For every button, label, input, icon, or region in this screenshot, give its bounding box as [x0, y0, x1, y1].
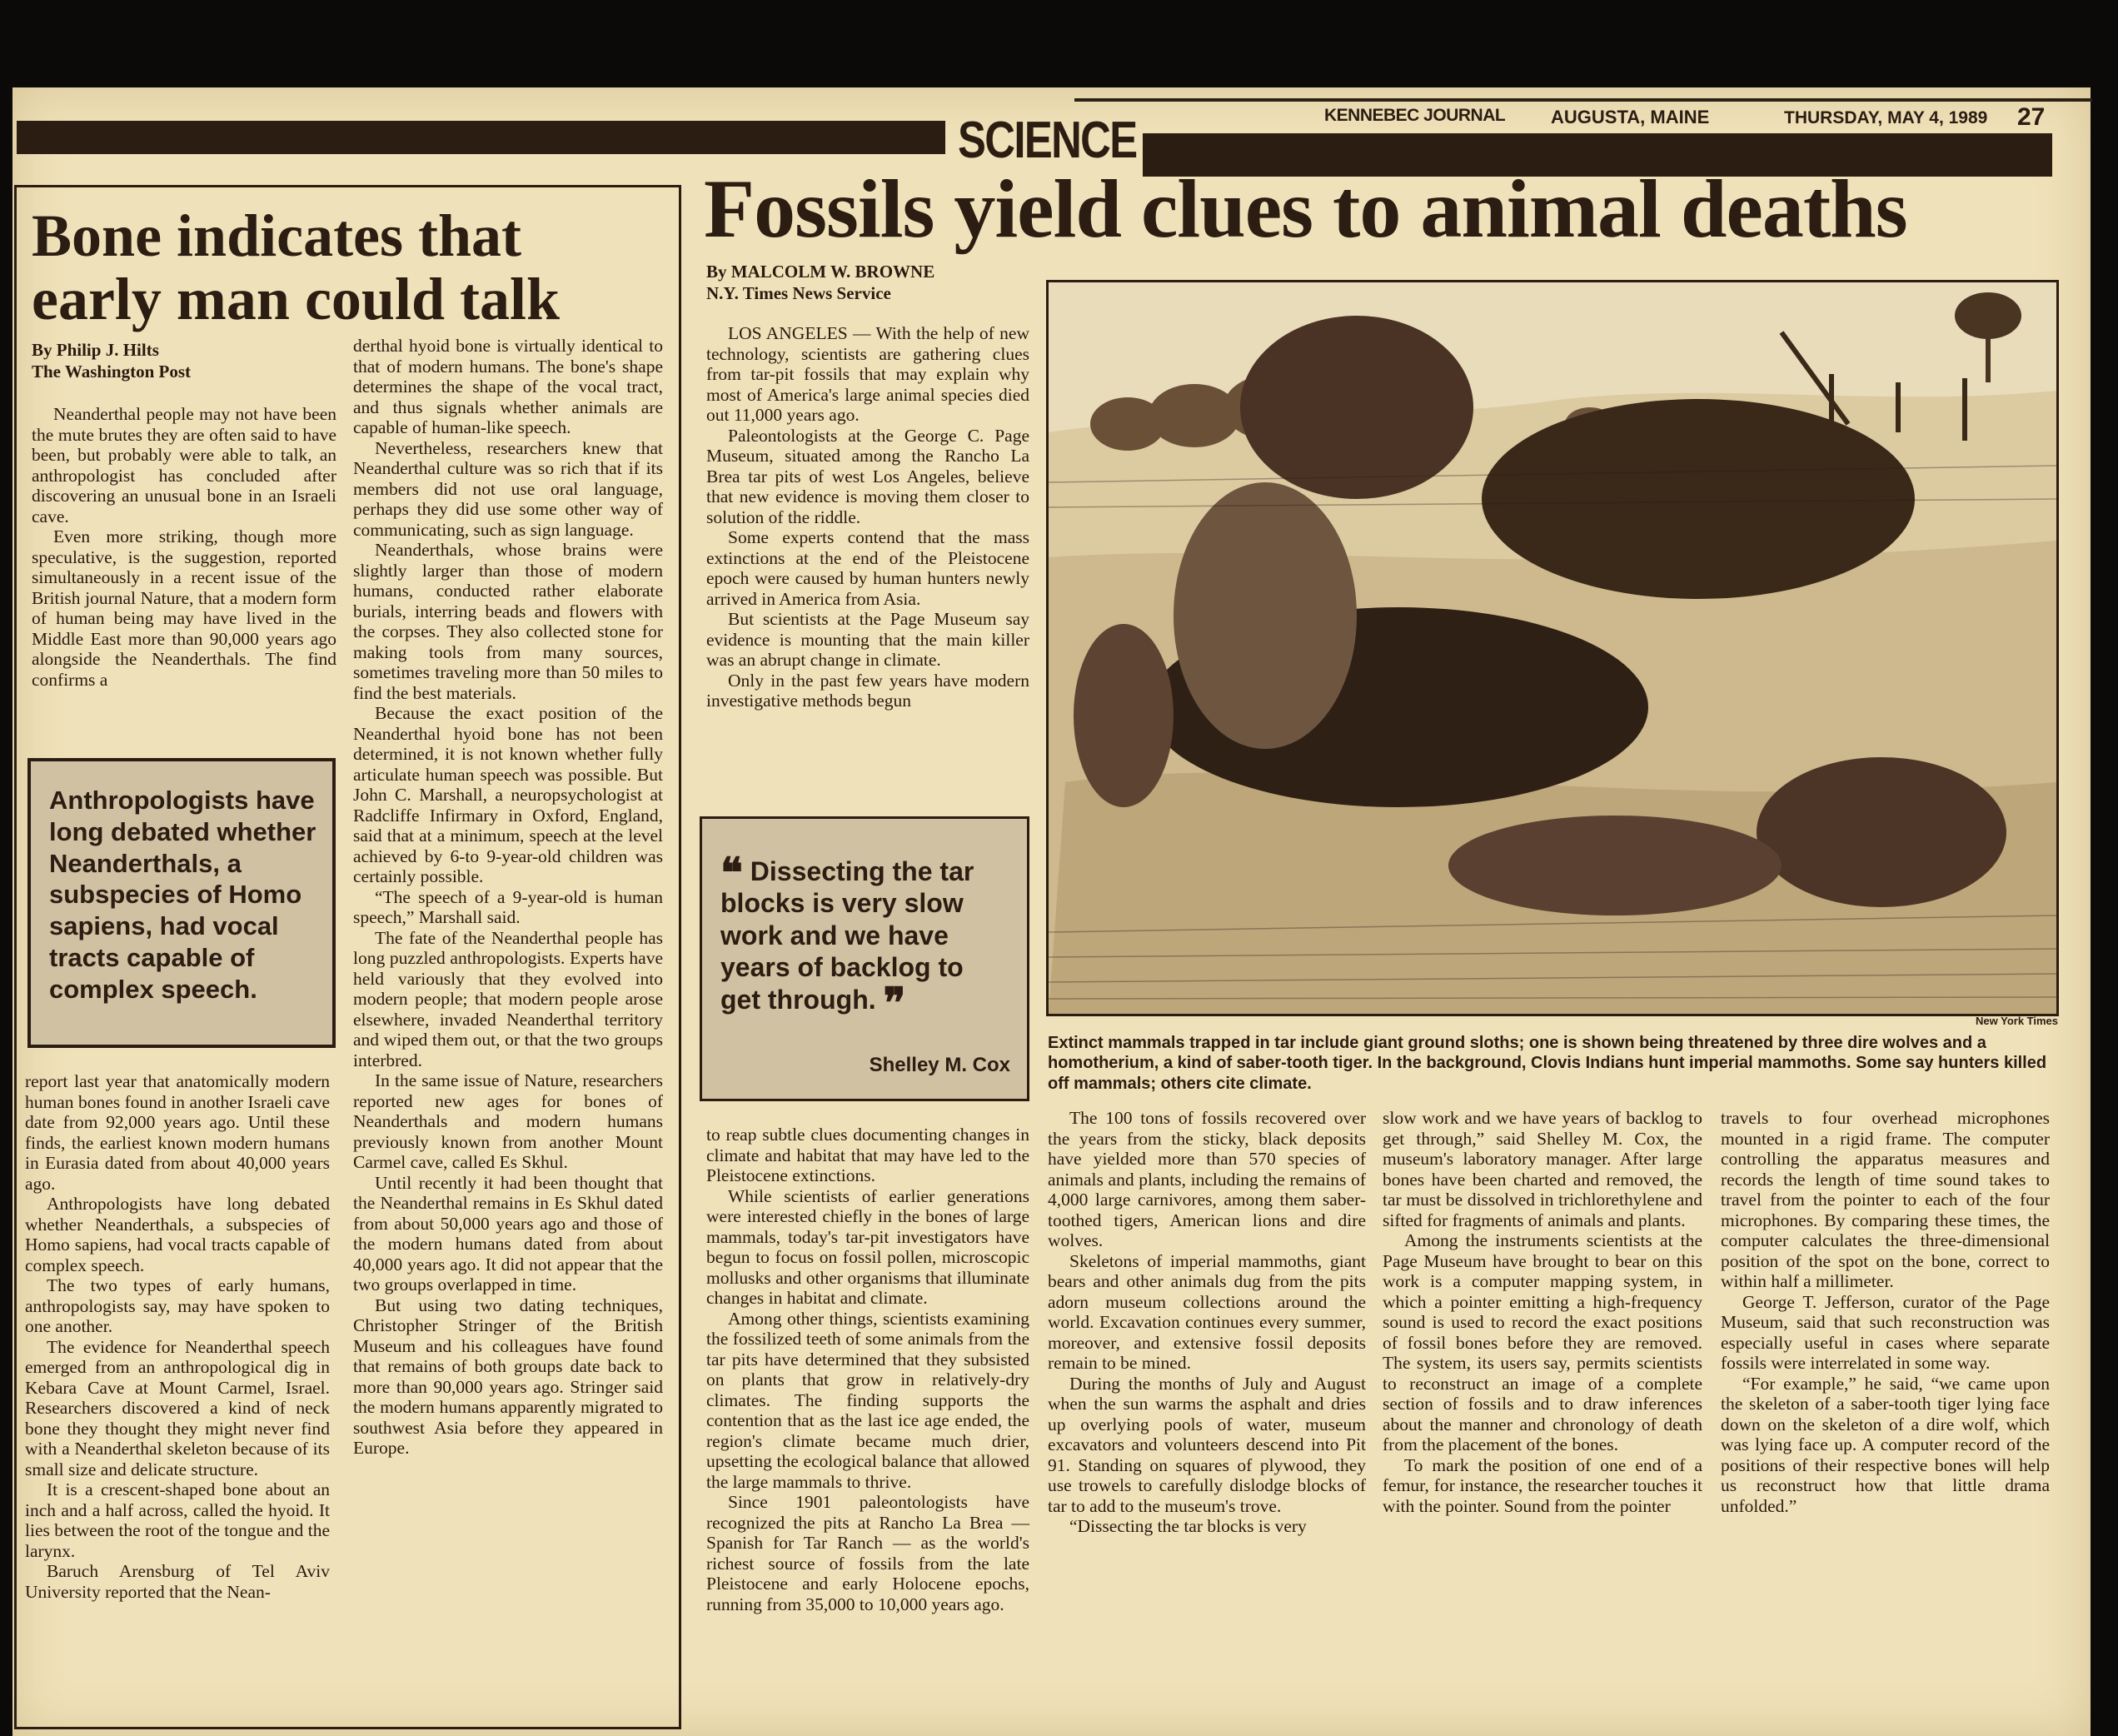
- paper-name: KENNEBEC JOURNAL: [1324, 106, 1506, 125]
- section-title: SCIENCE: [958, 112, 1137, 169]
- left-source: The Washington Post: [32, 362, 191, 382]
- main-author: By MALCOLM W. BROWNE: [706, 262, 935, 282]
- main-col2: [1048, 1108, 1366, 1537]
- paragraph: Because the exact position of the Neanderthal hyoid bone has not been determined, it is not known whether fully articulate human speech was possible. But John C. Marshall, a neuropsychologist at Radcliffe Infirmary in Oxford, England, said that at a minimum, speech at the level achieved by 6-to 9-year-old children was certainly possible.: [353, 703, 663, 886]
- main-col1-bottom: [706, 1125, 1029, 1614]
- paragraph: Among the instruments scientists at the Page Museum have brought to bear on this work is a computer mapping system, in which a pointer emitting a high-frequency sound is used to record the exact positions of fossil bones before they are removed. The system, its users say, permits scientists to reconstruct an image of a complete section of fossils and to draw inferences about the manner and chronology of death from the placement of the bones.: [1383, 1230, 1702, 1454]
- paragraph: During the months of July and August when the sun warms the asphalt and dries up overlying pools of water, museum excavators and volunteers descend into Pit 91. Standing on squares of plywood, they use trowels to carefully dislodge blocks of tar to add to the museum's trove.: [1048, 1373, 1366, 1516]
- paragraph: Neanderthal people may not have been the mute brutes they are often said to have been, but probably were able to talk, an anthropologist has concluded after discovering an unusual bone in an Israeli cave.: [32, 404, 336, 526]
- paragraph: report last year that anatomically modern human bones found in another Israeli cave date from 92,000 years ago. Until these finds, the earliest known modern humans in Eurasia dated from about 40,000 years ago.: [25, 1071, 330, 1194]
- page-number: 27: [2017, 103, 2046, 131]
- left-col2: [353, 336, 663, 1459]
- photo-caption: Extinct mammals trapped in tar include giant ground sloths; one is shown being threatened by three dire wolves and a homotherium, a kind of saber-tooth tiger. In the background, Clovis Indians hunt imperial mammoths. Some say hunters killed off mammals; others cite climate.: [1048, 1034, 2047, 1093]
- main-pullquote-text: [702, 819, 1027, 1027]
- city: AUGUSTA, MAINE: [1551, 107, 1710, 127]
- main-source: N.Y. Times News Service: [706, 283, 891, 304]
- paragraph: “For example,” he said, “we came upon the skeleton of a saber-tooth tiger lying face down on the skeleton of a dire wolf, which was lying face up. A computer record of the positions of their respective bones will help us reconstruct how that little drama unfolded.”: [1721, 1373, 2050, 1516]
- left-headline: Bone indicates that early man could talk: [32, 202, 561, 332]
- masthead-rule: [1074, 98, 2092, 102]
- main-pullquote-attribution: Shelley M. Cox: [869, 1054, 1010, 1076]
- paragraph: Skeletons of imperial mammoths, giant bears and other animals dug from the pits adorn museum collections around the world. Excavation continues every summer, moreover, and extensive fossil deposits remain to be mined.: [1048, 1250, 1366, 1373]
- illustration: [1046, 280, 2059, 1016]
- main-headline: Fossils yield clues to animal deaths: [704, 162, 1907, 255]
- left-author: By Philip J. Hilts: [32, 340, 159, 360]
- main-col4: [1721, 1108, 2050, 1516]
- paragraph: Baruch Arensburg of Tel Aviv University reported that the Nean-: [25, 1561, 330, 1602]
- main-byline: [706, 261, 934, 305]
- paragraph: In the same issue of Nature, researchers reported new ages for bones of Neanderthals and modern humans previously known from another Mount Carmel cave, called Es Skhul.: [353, 1070, 663, 1172]
- paragraph: But scientists at the Page Museum say evidence is mounting that the main killer was an abrupt change in climate.: [706, 609, 1029, 670]
- paragraph: Until recently it had been thought that the Neanderthal remains in Es Skhul dated from about 50,000 years ago and those of the modern humans dated from about 40,000 years ago. It did not appear that the two groups overlapped in time.: [353, 1172, 663, 1295]
- paragraph: derthal hyoid bone is virtually identical to that of modern humans. The bone's shape determines the shape of the vocal tract, and thus signals whether animals are capable of human-like speech.: [353, 336, 663, 437]
- paragraph: Some experts contend that the mass extinctions at the end of the Pleistocene epoch were caused by human hunters newly arrived in America from Asia.: [706, 527, 1029, 609]
- paragraph: Paleontologists at the George C. Page Museum, situated among the Rancho La Brea tar pits of west Los Angeles, believe that new evidence is moving them closer to solution of the riddle.: [706, 425, 1029, 527]
- close-quote-icon: ❞: [883, 977, 906, 1027]
- left-byline: [32, 339, 191, 383]
- paragraph: Nevertheless, researchers knew that Neanderthal culture was so rich that if its members did not use oral language, perhaps they did use some other way of communicating, such as sign language.: [353, 437, 663, 540]
- paragraph: The fate of the Neanderthal people has long puzzled anthropologists. Experts have held variously that they evolved into modern people; that modern people arose elsewhere, invaded Neanderthal territory and wiped them out, or that the two groups interbred.: [353, 927, 663, 1070]
- left-pullquote-box: [27, 758, 336, 1048]
- paragraph: To mark the position of one end of a femur, for instance, the researcher touches it with the pointer. Sound from the pointer: [1383, 1454, 1702, 1516]
- paragraph: The two types of early humans, anthropologists say, may have spoken to one another.: [25, 1275, 330, 1336]
- section-bar-left: [17, 121, 945, 154]
- paragraph: George T. Jefferson, curator of the Page Museum, said that such reconstruction was especially useful in cases where separate fossils were interrelated in some way.: [1721, 1291, 2050, 1373]
- paragraph: Neanderthals, whose brains were slightly larger than those of modern humans, conducted rather elaborate burials, interring beads and flowers with the corpses. They also collected stone for making tools from many sources, sometimes traveling more than 50 miles to find the best materials.: [353, 540, 663, 703]
- left-col1-top: [32, 404, 336, 690]
- paragraph: Since 1901 paleontologists have recognized the pits at Rancho La Brea — Spanish for Tar Ranch — as the world's richest source of fossils from the late Pleistocene and early Holocene epochs, running from 35,000 to 10,000 years ago.: [706, 1492, 1029, 1614]
- paragraph: Anthropologists have long debated whether Neanderthals, a subspecies of Homo sapiens, had vocal tracts capable of complex speech.: [25, 1194, 330, 1275]
- paragraph: Among other things, scientists examining the fossilized teeth of some animals from the tar pits have determined that they subsisted on plants that grow in relatively-dry climates. The finding supports the contention that as the last ice age ended, the region's climate became much drier, upsetting the ecological balance that allowed the large mammals to thrive.: [706, 1308, 1029, 1492]
- paragraph: It is a crescent-shaped bone about an inch and a half across, called the hyoid. It lies between the root of the tongue and the larynx.: [25, 1479, 330, 1561]
- paragraph: The evidence for Neanderthal speech emerged from an anthropological dig in Kebara Cave at Mount Carmel, Israel. Researchers discovered a kind of neck bone they thought they might never find with a Neanderthal skeleton because of its small size and delicate structure.: [25, 1336, 330, 1479]
- left-col1-bottom: [25, 1071, 330, 1602]
- main-col3: [1383, 1108, 1702, 1516]
- paragraph: Only in the past few years have modern investigative methods begun: [706, 670, 1029, 711]
- main-pullquote: Dissecting the tar blocks is very slow work and we have years of backlog to get through.: [720, 856, 974, 1015]
- paragraph: LOS ANGELES — With the help of new technology, scientists are gathering clues from tar-pit fossils that may explain why most of America's large animal species died out 11,000 years ago.: [706, 323, 1029, 425]
- main-pullquote-box: [700, 816, 1029, 1101]
- paragraph: slow work and we have years of backlog to get through,” said Shelley M. Cox, the museum's laboratory manager. After large bones have been charted and removed, the tar must be dissolved in trichlorethylene and sifted for fragments of animals and plants.: [1383, 1108, 1702, 1230]
- paragraph: “The speech of a 9-year-old is human speech,” Marshall said.: [353, 886, 663, 927]
- paragraph: The 100 tons of fossils recovered over the years from the sticky, black deposits have yielded more than 570 species of animals and plants, including the remains of 4,000 large carnivores, among them saber-toothed tigers, American lions and dire wolves.: [1048, 1108, 1366, 1250]
- paragraph: But using two dating techniques, Christopher Stringer of the British Museum and his colleagues have found that remains of both groups date back to more than 90,000 years ago. Stringer said the modern humans apparently migrated to southwest Asia before they appeared in Europe.: [353, 1295, 663, 1458]
- photo-credit: New York Times: [1976, 1015, 2058, 1027]
- date: THURSDAY, MAY 4, 1989: [1784, 108, 1988, 127]
- paragraph: “Dissecting the tar blocks is very: [1069, 1516, 1307, 1536]
- paragraph: to reap subtle clues documenting changes in climate and habitat that may have led to the Pleistocene extinctions.: [706, 1125, 1029, 1185]
- paragraph: travels to four overhead microphones mounted in a rigid frame. The computer controlling the apparatus measures and records the length of time sound takes to travel from the pointer to each of the four microphones. By comparing these times, the computer calculates the three-dimensional position of the spot on the bone, correct to within half a millimeter.: [1721, 1108, 2050, 1291]
- open-quote-icon: ❝: [720, 848, 743, 897]
- paragraph: Even more striking, though more speculative, is the suggestion, reported simultaneously in a recent issue of the British journal Nature, that a modern form of human being may have lived in the Middle East more than 90,000 years ago alongside the Neanderthals. The find confirms a: [32, 526, 336, 690]
- main-col1-top: [706, 323, 1029, 711]
- tar-pit-illustration: [1049, 282, 2056, 1014]
- left-pullquote: Anthropologists have long debated whether Neanderthals, a subspecies of Homo sapiens, had vocal tracts capable of complex speech.: [49, 786, 316, 1004]
- paragraph: While scientists of earlier generations were interested chiefly in the bones of large mammals, today's tar-pit investigators have begun to focus on fossil pollen, microscopic mollusks and other organisms that illuminate changes in habitat and climate.: [706, 1185, 1029, 1308]
